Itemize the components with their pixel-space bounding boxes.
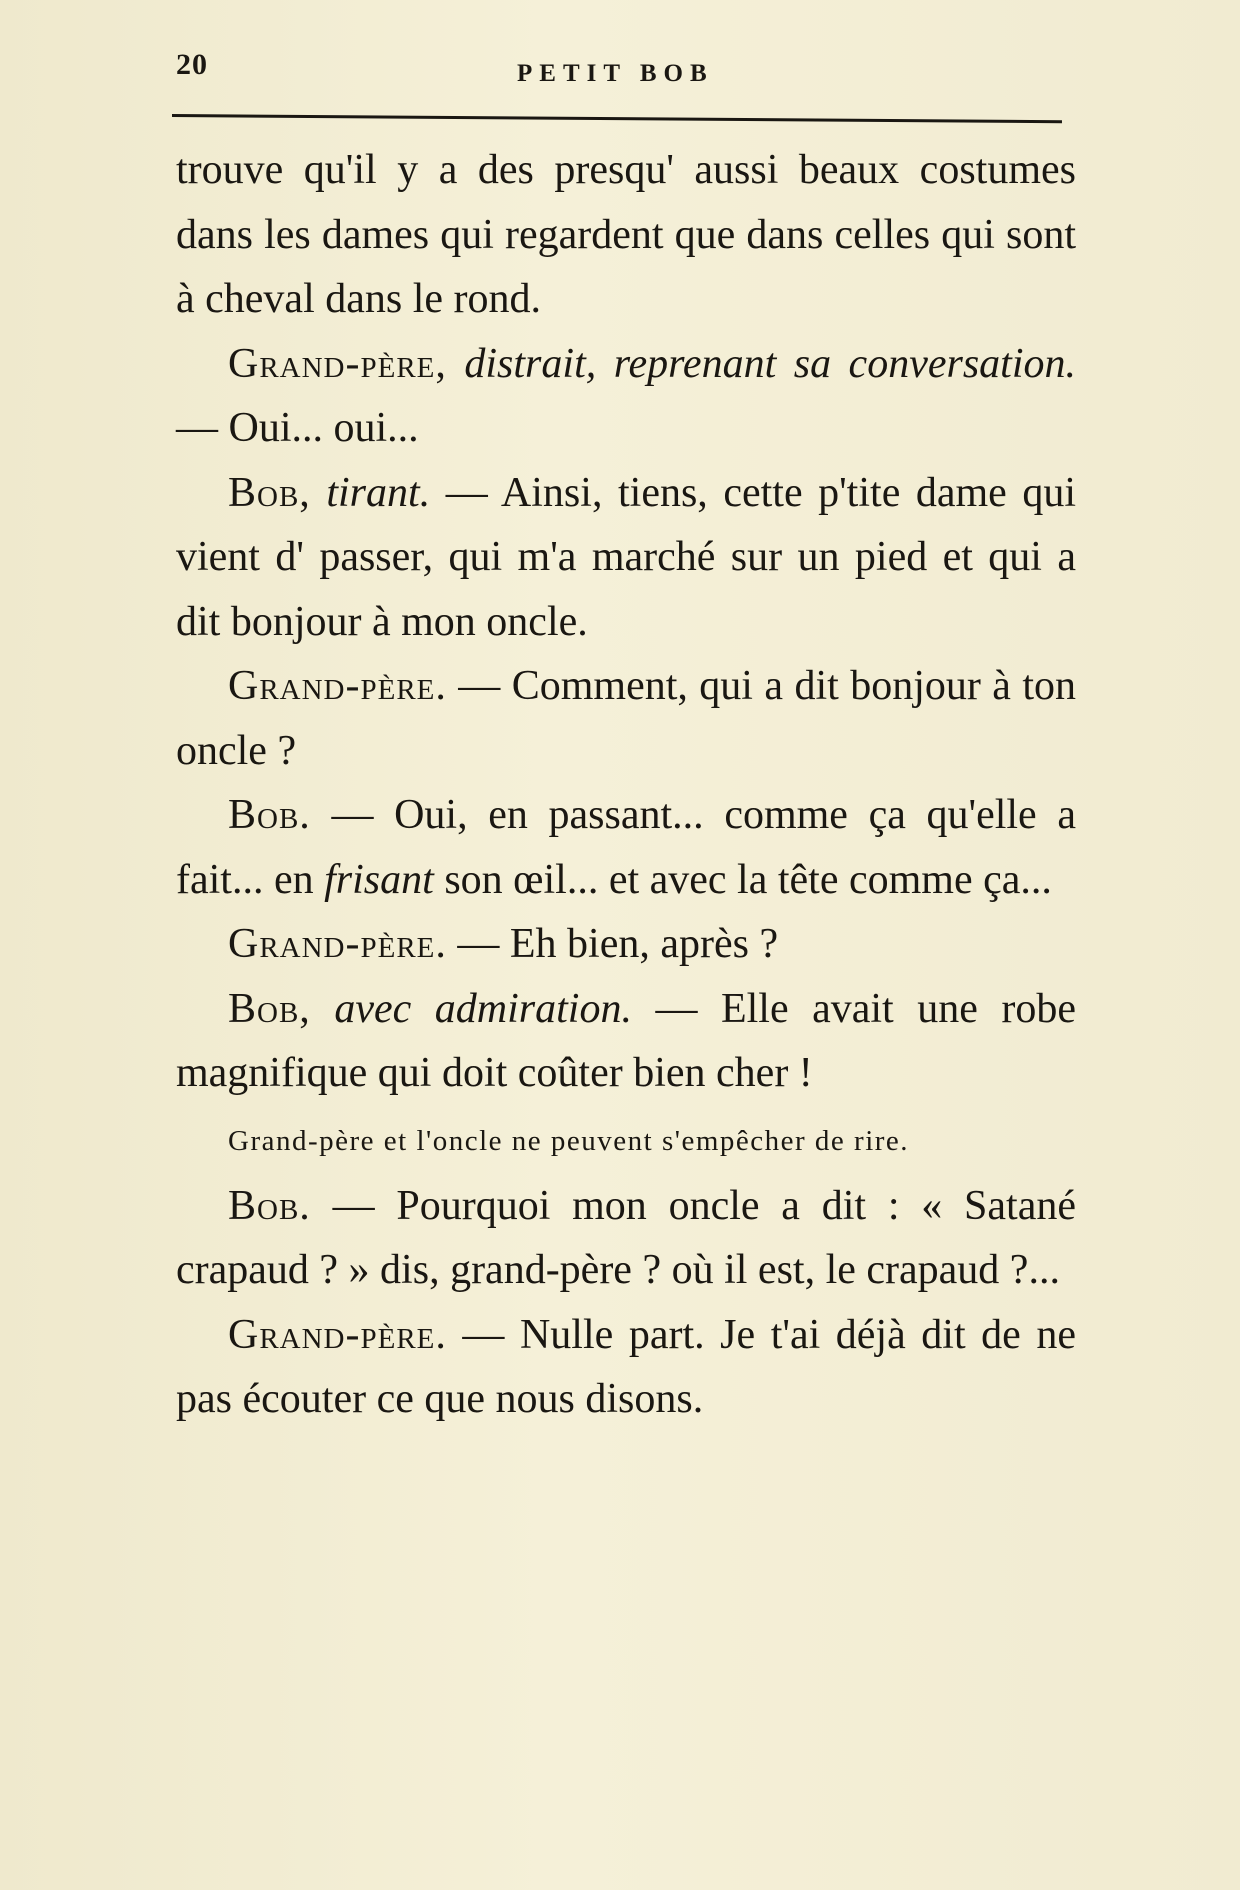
header-rule [172,114,1062,123]
dialogue-text: — Ainsi, tiens, cette p'tite dame qui vient d' passer, qui m'a marché sur un pied et qui a dit bonjour à mon oncle. [176,469,1077,645]
stage-direction: avec admiration. [334,985,632,1032]
speaker-name: Bob, [228,469,311,516]
page-number: 20 [176,48,208,81]
speaker-name: Bob. [228,1182,311,1229]
speaker-name: Grand-père. [228,921,447,967]
dialogue-text: — Oui... oui... [176,405,419,451]
stage-note: Grand-père et l'oncle ne peuvent s'empêcher de rire. [228,1124,910,1157]
dialogue-text: — Elle avait une robe magnifique qui doit coûter bien cher ! [176,985,1077,1096]
stage-direction: tirant. [326,469,431,516]
dialogue-text: son œil... et avec la tête comme ça... [433,856,1052,903]
speaker-name: Grand-père. [228,663,447,709]
paragraph-4 [176,654,1076,783]
dialogue-text: — Oui, en passant... comme ça qu'elle a fait... en [176,792,1076,903]
paragraph-6 [176,912,1076,977]
paragraph-5 [176,783,1076,912]
paragraph-3 [176,461,1076,655]
stage-direction: distrait, reprenant sa conversation. [464,340,1077,387]
page-header [172,42,1062,102]
dialogue-text: — Eh bien, après ? [446,921,779,967]
speaker-name: Bob. [228,792,311,838]
paragraph-9 [176,1303,1076,1432]
speaker-name: Bob, [228,985,311,1032]
speaker-name: Grand-père, [228,340,447,387]
speaker-name: Grand-père. [228,1311,447,1358]
emphasis-word: frisant [324,856,434,903]
body-text [176,138,1076,1432]
paragraph-8 [176,1174,1076,1303]
dialogue-text: — Pourquoi mon oncle a dit : « Satané crapaud ? » dis, grand-père ? où il est, le crapaud ?... [176,1182,1076,1293]
dialogue-text: — Nulle part. Je t'ai déjà dit de ne pas écouter ce que nous disons. [176,1311,1076,1422]
paragraph-1: trouve qu'il y a des presqu' aussi beaux costumes dans les dames qui regardent que dans celles qui sont à cheval dans le rond. [176,147,1076,322]
paragraph-2 [176,332,1076,461]
paragraph-7 [176,977,1076,1106]
dialogue-text: — Comment, qui a dit bonjour à ton oncle ? [176,663,1076,774]
running-title: PETIT BOB [517,60,714,87]
